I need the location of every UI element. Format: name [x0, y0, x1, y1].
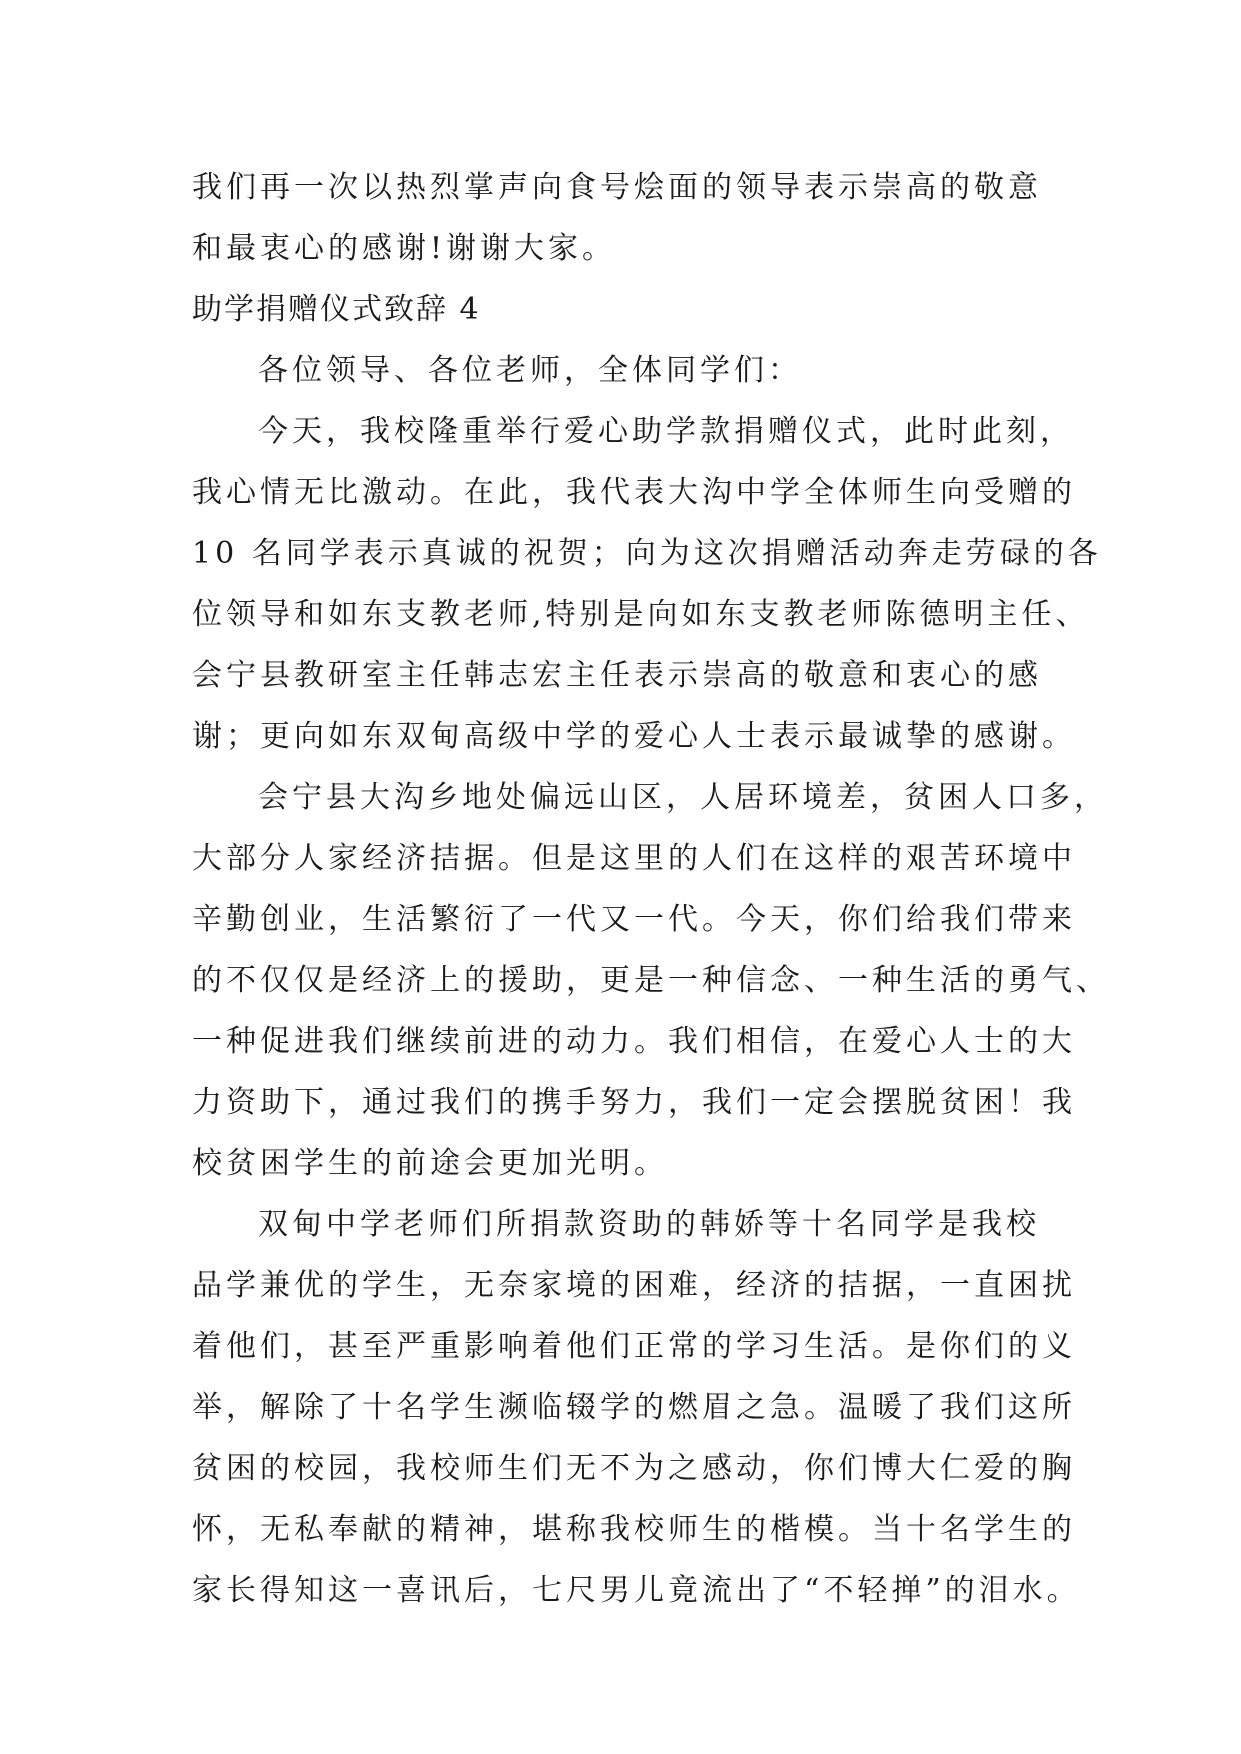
section-heading: 助学捐赠仪式致辞 4 — [192, 292, 481, 327]
text-line: 辛勤创业，生活繁衍了一代又一代。今天，你们给我们带来 — [192, 902, 1076, 937]
text-line: 一种促进我们继续前进的动力。我们相信，在爱心人士的大 — [192, 1024, 1076, 1059]
text-line: 今天，我校隆重举行爱心助学款捐赠仪式，此时此刻， — [258, 414, 1074, 449]
text-line: 位领导和如东支教老师,特别是向如东支教老师陈德明主任、 — [192, 597, 1090, 632]
text-line: 力资助下，通过我们的携手努力，我们一定会摆脱贫困！我 — [192, 1085, 1076, 1120]
text-line: 10 名同学表示真诚的祝贺；向为这次捐赠活动奔走劳碌的各 — [192, 536, 1102, 571]
text-line: 我们再一次以热烈掌声向食号烩面的领导表示崇高的敬意 — [192, 170, 1042, 205]
text-line: 和最衷心的感谢!谢谢大家。 — [192, 231, 617, 266]
text-line: 家长得知这一喜讯后，七尺男儿竟流出了“不轻掸”的泪水。 — [192, 1573, 1081, 1608]
text-line: 我心情无比激动。在此，我代表大沟中学全体师生向受赠的 — [192, 475, 1076, 510]
text-line: 大部分人家经济拮据。但是这里的人们在这样的艰苦环境中 — [192, 841, 1076, 876]
text-line: 品学兼优的学生，无奈家境的困难，经济的拮据，一直困扰 — [192, 1268, 1076, 1303]
text-line: 举，解除了十名学生濒临辍学的燃眉之急。温暖了我们这所 — [192, 1390, 1076, 1425]
text-line: 各位领导、各位老师，全体同学们： — [258, 353, 802, 388]
text-line: 着他们，甚至严重影响着他们正常的学习生活。是你们的义 — [192, 1329, 1076, 1364]
text-line: 谢；更向如东双甸高级中学的爱心人士表示最诚挚的感谢。 — [192, 719, 1076, 754]
text-line: 怀，无私奉献的精神，堪称我校师生的楷模。当十名学生的 — [192, 1512, 1076, 1547]
text-line: 贫困的校园，我校师生们无不为之感动，你们博大仁爱的胸 — [192, 1451, 1076, 1486]
text-line: 会宁县教研室主任韩志宏主任表示崇高的敬意和衷心的感 — [192, 658, 1042, 693]
text-line: 的不仅仅是经济上的援助，更是一种信念、一种生活的勇气、 — [192, 963, 1110, 998]
text-line: 校贫困学生的前途会更加光明。 — [192, 1146, 668, 1181]
text-line: 会宁县大沟乡地处偏远山区，人居环境差，贫困人口多， — [258, 780, 1108, 815]
document-body — [192, 157, 1110, 1621]
text-line: 双甸中学老师们所捐款资助的韩娇等十名同学是我校 — [258, 1207, 1040, 1242]
